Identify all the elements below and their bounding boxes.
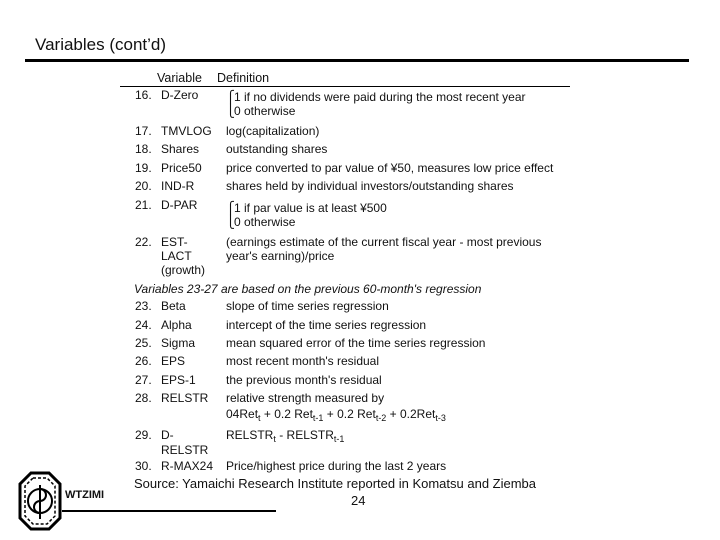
row-number: 17. bbox=[135, 124, 152, 138]
formula-subscript: t-1 bbox=[312, 413, 324, 423]
row-variable-cont: (growth) bbox=[161, 263, 206, 277]
row-variable: Price50 bbox=[161, 161, 202, 175]
formula-relstr bbox=[226, 407, 446, 422]
logo-text: WTZIMI bbox=[65, 489, 105, 501]
case-one: 1 if par value is at least ¥500 bbox=[234, 201, 387, 215]
row-definition: mean squared error of the time series regression bbox=[226, 336, 486, 350]
row-variable: Shares bbox=[161, 142, 200, 156]
row-definition: log(capitalization) bbox=[226, 124, 320, 138]
row-number: 18. bbox=[135, 142, 152, 156]
row-variable: EST- bbox=[161, 235, 188, 249]
row-definition: outstanding shares bbox=[226, 142, 328, 156]
row-number: 20. bbox=[135, 179, 152, 193]
row-definition: relative strength measured by bbox=[226, 391, 385, 405]
header-rule bbox=[120, 86, 570, 87]
row-variable-cont: LACT bbox=[161, 249, 192, 263]
formula-subscript: t-2 bbox=[375, 413, 387, 423]
row-number: 21. bbox=[135, 198, 152, 212]
row-number: 19. bbox=[135, 161, 152, 175]
row-variable: EPS bbox=[161, 354, 186, 368]
row-definition: most recent month's residual bbox=[226, 354, 380, 368]
row-variable: IND-R bbox=[161, 179, 195, 193]
row-definition-cont: year's earning)/price bbox=[226, 249, 335, 263]
row-definition: the previous month's residual bbox=[226, 373, 382, 387]
row-number: 25. bbox=[135, 336, 152, 350]
row-definition: slope of time series regression bbox=[226, 299, 389, 313]
formula-part: + 0.2Ret bbox=[386, 407, 436, 421]
formula-subscript: t bbox=[273, 434, 276, 444]
row-variable: D- bbox=[161, 428, 174, 442]
formula-d-relstr bbox=[226, 428, 344, 443]
row-variable: EPS-1 bbox=[161, 373, 196, 387]
case-zero: 0 otherwise bbox=[234, 215, 296, 229]
row-variable: RELSTR bbox=[161, 391, 209, 405]
row-definition: ⎧1 if no dividends were paid during the most recent year ⎩0 otherwise bbox=[226, 90, 526, 118]
row-variable: TMVLOG bbox=[161, 124, 212, 138]
title-rule bbox=[25, 59, 689, 62]
row-number: 23. bbox=[135, 299, 152, 313]
row-number: 27. bbox=[135, 373, 152, 387]
row-variable: Sigma bbox=[161, 336, 196, 350]
footer-rule bbox=[62, 510, 276, 512]
row-definition: (earnings estimate of the current fiscal year - most previous bbox=[226, 235, 542, 249]
row-definition: ⎧1 if par value is at least ¥500 ⎩0 otherwise bbox=[226, 201, 387, 229]
row-definition: shares held by individual investors/outstanding shares bbox=[226, 179, 514, 193]
row-number: 28. bbox=[135, 391, 152, 405]
row-variable: Alpha bbox=[161, 318, 192, 332]
formula-part: 04Ret bbox=[226, 407, 259, 421]
row-definition: Price/highest price during the last 2 years bbox=[226, 459, 447, 473]
row-variable: R-MAX24 bbox=[161, 459, 214, 473]
slide-title: Variables (cont’d) bbox=[35, 35, 167, 54]
formula-subscript: t-3 bbox=[435, 413, 446, 423]
source-note: Source: Yamaichi Research Institute reported in Komatsu and Ziemba bbox=[134, 476, 537, 491]
row-number: 22. bbox=[135, 235, 152, 249]
row-variable: Beta bbox=[161, 299, 186, 313]
formula-subscript: t-1 bbox=[333, 434, 345, 444]
page-number: 24 bbox=[351, 493, 366, 508]
row-definition: intercept of the time series regression bbox=[226, 318, 427, 332]
row-variable-cont: RELSTR bbox=[161, 443, 209, 457]
header-definition: Definition bbox=[217, 71, 270, 85]
row-definition: price converted to par value of ¥50, measures low price effect bbox=[226, 161, 554, 175]
row-number: 30. bbox=[135, 459, 152, 473]
case-one: 1 if no dividends were paid during the most recent year bbox=[234, 90, 526, 104]
row-variable: D-Zero bbox=[161, 88, 199, 102]
row-number: 16. bbox=[135, 88, 152, 102]
formula-subscript: t bbox=[258, 413, 261, 423]
row-number: 26. bbox=[135, 354, 152, 368]
note: Variables 23-27 are based on the previous 60-month's regression bbox=[134, 282, 482, 296]
formula-part: + 0.2 Ret bbox=[323, 407, 376, 421]
formula-part: RELSTR bbox=[226, 428, 274, 442]
row-number: 24. bbox=[135, 318, 152, 332]
row-variable: D-PAR bbox=[161, 198, 198, 212]
logo-icon bbox=[18, 471, 62, 531]
row-number: 29. bbox=[135, 428, 152, 442]
header-variable: Variable bbox=[157, 71, 202, 85]
formula-part: - RELSTR bbox=[275, 428, 334, 442]
case-zero: 0 otherwise bbox=[234, 104, 296, 118]
formula-part: + 0.2 Ret bbox=[260, 407, 313, 421]
